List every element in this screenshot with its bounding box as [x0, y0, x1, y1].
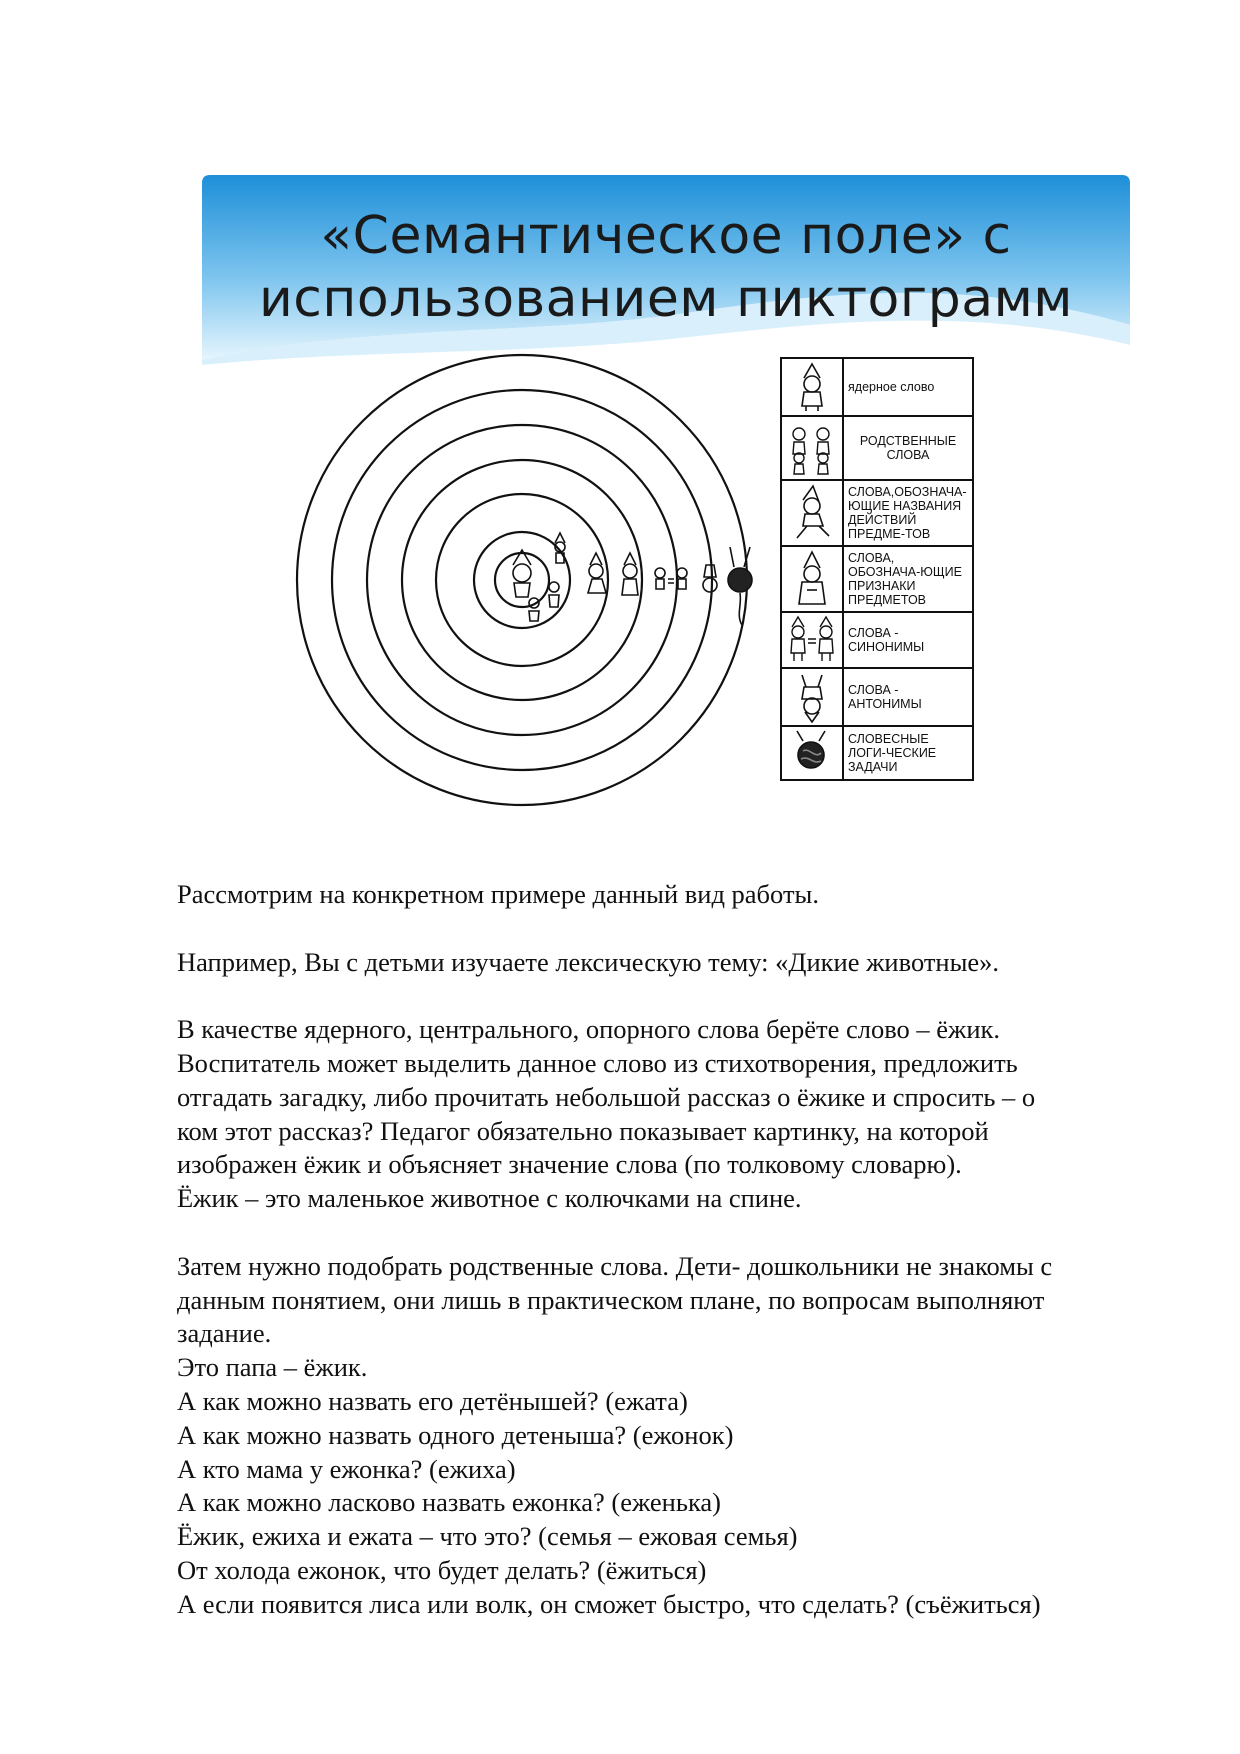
gnome-single-icon — [782, 359, 844, 415]
text-line: Например, Вы с детьми изучаете лексическую тему: «Дикие животные». — [177, 946, 1000, 977]
gnome-running-icon — [782, 481, 844, 545]
text-line: В качестве ядерного, центрального, опорного слова берёте слово – ёжик. — [177, 1014, 1001, 1045]
text-line: данным понятием, они лишь в практическом плане, по вопросам выполняют — [177, 1284, 1045, 1315]
legend-row — [782, 417, 972, 481]
legend-label: СЛОВА - АНТОНИМЫ — [848, 683, 922, 711]
legend-row — [782, 481, 972, 547]
text-line: Затем нужно подобрать родственные слова. Дети- дошкольники не знакомы с — [177, 1250, 1053, 1281]
antonym-gnome-icon — [703, 565, 717, 592]
text-line: отгадать загадку, либо прочитать небольшой рассказ о ёжике и спросить – о — [177, 1081, 1036, 1112]
text-line: А как можно ласково назвать ежонка? (еженька) — [177, 1487, 722, 1518]
document-body — [177, 878, 1177, 1622]
ring-pictograms — [513, 533, 752, 625]
slide-image — [202, 175, 1130, 815]
blank-line — [177, 979, 1177, 1013]
legend-label: СЛОВА, ОБОЗНАЧА-ЮЩИЕ ПРИЗНАКИ ПРЕДМЕТОВ — [848, 551, 962, 607]
legend-label: СЛОВЕСНЫЕ ЛОГИ-ЧЕСКИЕ ЗАДАЧИ — [848, 732, 937, 774]
ring-6 — [332, 390, 712, 770]
text-line: Воспитатель может выделить данное слово из стихотворения, предложить — [177, 1047, 1018, 1078]
robed-gnome-icon — [622, 553, 638, 595]
blank-line — [177, 1216, 1177, 1250]
running-gnome-icon — [588, 553, 606, 593]
legend-label: РОДСТВЕННЫЕ СЛОВА — [859, 434, 957, 462]
slide-title-line-1: «Семантическое поле» с — [320, 206, 1012, 266]
legend-table — [780, 357, 974, 781]
slide-title — [202, 205, 1130, 331]
legend-row — [782, 613, 972, 669]
slide-title-line-2: использованием пиктограмм — [258, 269, 1074, 329]
yarn-ball-icon — [782, 727, 844, 779]
center-gnome-icon — [513, 550, 531, 597]
ring-4 — [402, 460, 642, 700]
text-line: А как можно назвать одного детеныша? (ежонок) — [177, 1419, 734, 1450]
gnome-equal-icon — [782, 613, 844, 667]
gnome-group-icon — [782, 417, 844, 479]
legend-row — [782, 669, 972, 727]
text-line: изображен ёжик и объясняет значение слова (по толковому словарю). — [177, 1149, 962, 1180]
ring-1 — [495, 553, 549, 607]
text-line: ком этот рассказ? Педагог обязательно показывает картинку, на которой — [177, 1115, 989, 1146]
text-line: А кто мама у ежонка? (ежиха) — [177, 1453, 516, 1484]
text-line: Ёжик, ежиха и ежата – что это? (семья – ежовая семья) — [177, 1521, 798, 1552]
legend-row — [782, 359, 972, 417]
text-line: Это папа – ёжик. — [177, 1352, 368, 1383]
ring-5 — [367, 425, 677, 735]
synonym-gnomes-icon — [655, 568, 687, 589]
gnome-upside-down-icon — [782, 669, 844, 725]
ring-3 — [436, 494, 608, 666]
blank-line — [177, 912, 1177, 946]
related-gnomes-icon — [529, 533, 565, 621]
text-line: задание. — [177, 1318, 272, 1349]
text-line: От холода ежонок, что будет делать? (ёжиться) — [177, 1554, 707, 1585]
text-line: Ёжик – это маленькое животное с колючками на спине. — [177, 1183, 802, 1214]
text-line: А если появится лиса или волк, он сможет быстро, что сделать? (съёжиться) — [177, 1588, 1041, 1619]
legend-label: ядерное слово — [848, 380, 935, 394]
yarn-ball-icon — [728, 547, 752, 625]
legend-row — [782, 547, 972, 613]
ring-7 — [297, 355, 747, 805]
ring-2 — [474, 532, 570, 628]
text-line: А как можно назвать его детёнышей? (ежата) — [177, 1385, 688, 1416]
gnome-robed-icon — [782, 547, 844, 611]
text-line: Рассмотрим на конкретном примере данный вид работы. — [177, 879, 819, 909]
legend-row — [782, 727, 972, 779]
legend-label: СЛОВА,ОБОЗНАЧА-ЮЩИЕ НАЗВАНИЯ ДЕЙСТВИЙ ПРЕДМЕ-ТОВ — [848, 485, 967, 541]
legend-label: СЛОВА - СИНОНИМЫ — [848, 626, 925, 654]
